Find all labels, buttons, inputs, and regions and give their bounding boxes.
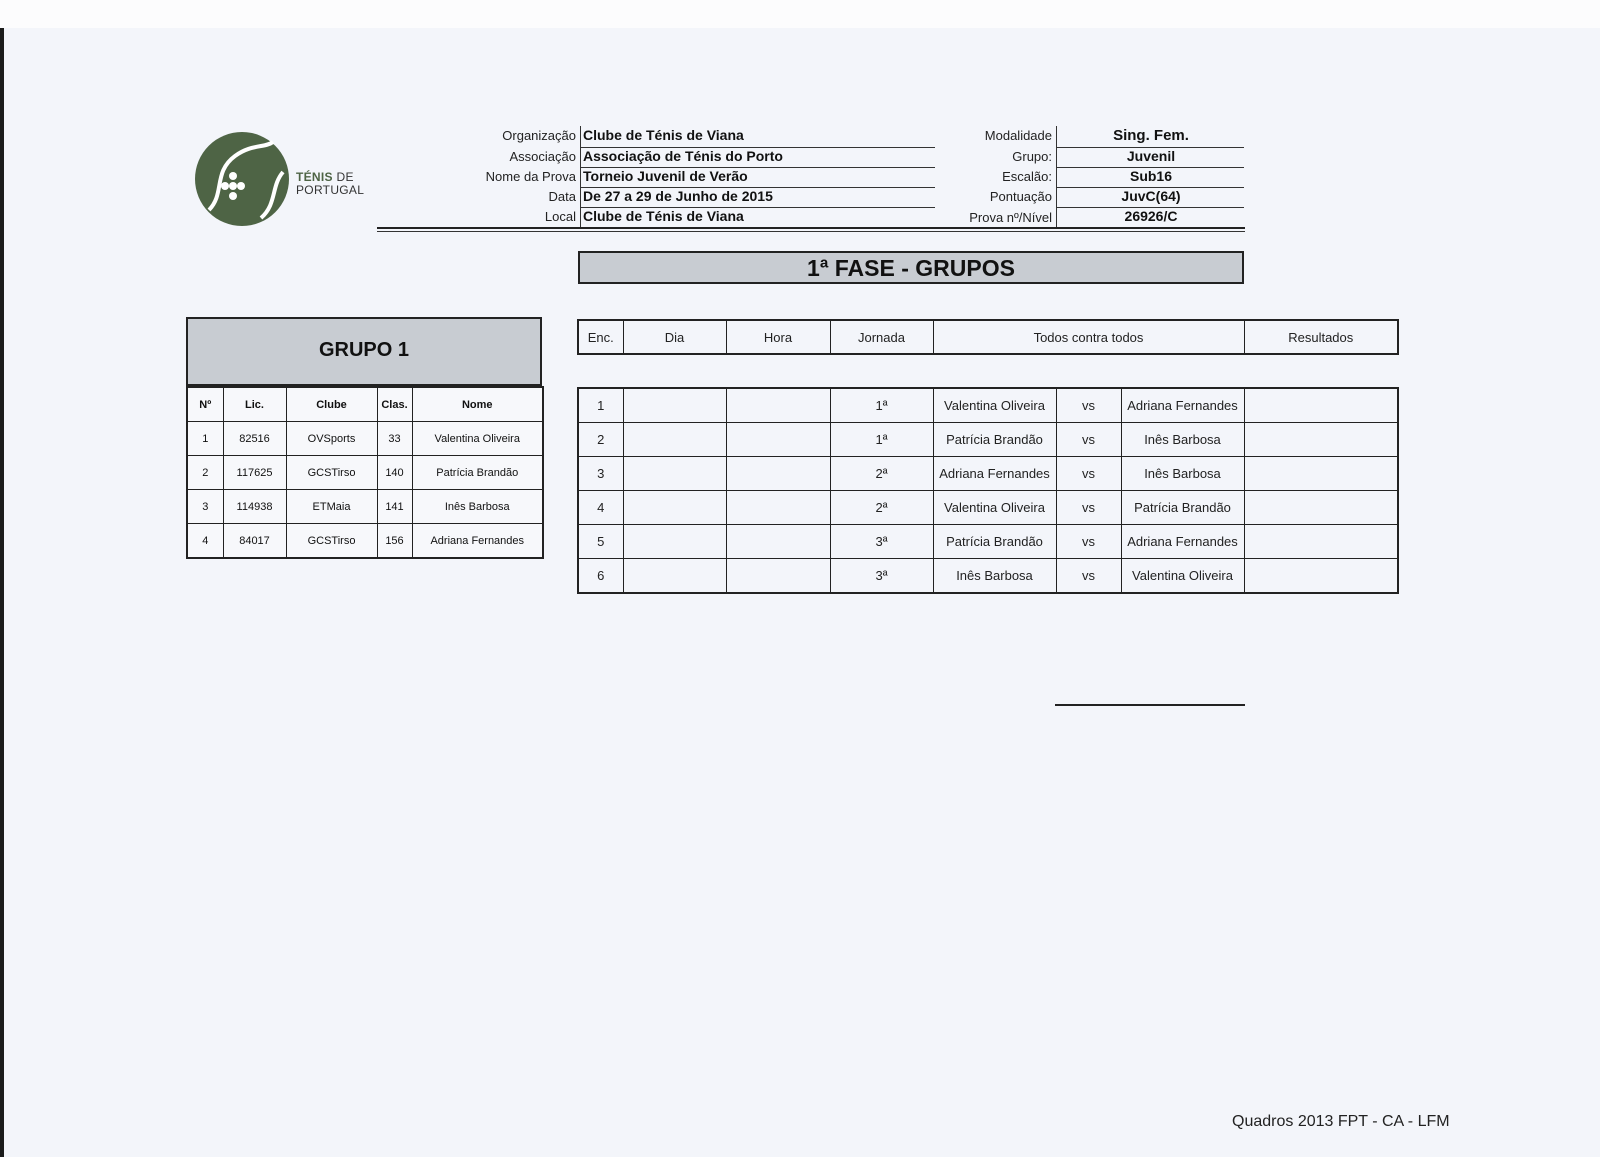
cell-nome: Adriana Fernandes (412, 524, 543, 559)
label-modalidade: Modalidade (984, 128, 1052, 143)
cell-player2: Inês Barbosa (1121, 457, 1244, 491)
cell-nome: Inês Barbosa (412, 490, 543, 524)
cell-classificacao: 140 (377, 456, 412, 490)
value-nome-prova: Torneio Juvenil de Verão (583, 168, 748, 184)
cell-enc: 3 (578, 457, 623, 491)
cell-numero: 2 (187, 456, 223, 490)
cell-numero: 3 (187, 490, 223, 524)
cell-dia[interactable] (623, 423, 726, 457)
table-row (187, 490, 543, 524)
cell-clube: GCSTirso (286, 524, 377, 559)
scan-left-edge (0, 28, 4, 1163)
cell-player1: Valentina Oliveira (933, 491, 1056, 525)
table-row (578, 388, 1398, 423)
cell-player1: Valentina Oliveira (933, 388, 1056, 423)
col-jornada: Jornada (830, 320, 933, 354)
cell-player1: Patrícia Brandão (933, 423, 1056, 457)
cell-licenca: 117625 (223, 456, 286, 490)
label-grupo: Grupo: (1012, 149, 1052, 164)
logo-line1-bold: TÉNIS (296, 170, 333, 184)
col-clube: Clube (286, 387, 377, 422)
table-row (187, 456, 543, 490)
value-prova-nivel: 26926/C (1124, 208, 1178, 224)
group-title: GRUPO 1 (318, 339, 410, 361)
fpt-logo (195, 132, 289, 226)
table-row (578, 559, 1398, 594)
cell-jornada: 1ª (830, 388, 933, 423)
label-local: Local (544, 209, 576, 224)
cell-enc: 5 (578, 525, 623, 559)
label-organizacao: Organização (502, 128, 576, 143)
cell-resultado[interactable] (1244, 457, 1398, 491)
cell-player1: Adriana Fernandes (933, 457, 1056, 491)
cell-licenca: 82516 (223, 422, 286, 456)
cell-classificacao: 33 (377, 422, 412, 456)
matches-header-row (578, 320, 1398, 354)
cell-clube: ETMaia (286, 490, 377, 524)
cell-dia[interactable] (623, 388, 726, 423)
cell-nome: Valentina Oliveira (412, 422, 543, 456)
col-nome: Nome (412, 387, 543, 422)
table-row (187, 524, 543, 559)
col-todos-contra-todos: Todos contra todos (933, 320, 1244, 354)
col-classificacao: Clas. (377, 387, 412, 422)
cell-dia[interactable] (623, 559, 726, 594)
cell-hora[interactable] (726, 423, 830, 457)
cell-vs: vs (1056, 423, 1121, 457)
cell-player2: Patrícia Brandão (1121, 491, 1244, 525)
cell-player1: Inês Barbosa (933, 559, 1056, 594)
cell-player2: Inês Barbosa (1121, 423, 1244, 457)
cell-hora[interactable] (726, 559, 830, 594)
col-dia: Dia (623, 320, 726, 354)
label-associacao: Associação (509, 149, 576, 164)
label-data: Data (548, 189, 576, 204)
col-enc: Enc. (578, 320, 623, 354)
group-header (186, 317, 542, 386)
cell-hora[interactable] (726, 388, 830, 423)
cell-vs: vs (1056, 457, 1121, 491)
logo-wordmark (296, 171, 364, 197)
label-prova-nivel: Prova nº/Nível (969, 210, 1052, 225)
cell-resultado[interactable] (1244, 525, 1398, 559)
cell-jornada: 2ª (830, 491, 933, 525)
cell-player2: Valentina Oliveira (1121, 559, 1244, 594)
cell-dia[interactable] (623, 457, 726, 491)
value-pontuacao: JuvC(64) (1121, 188, 1181, 204)
cell-resultado[interactable] (1244, 423, 1398, 457)
label-escalao: Escalão: (1002, 169, 1052, 184)
cell-jornada: 2ª (830, 457, 933, 491)
group-table (186, 386, 544, 559)
value-organizacao: Clube de Ténis de Viana (583, 127, 744, 143)
matches-header-table (577, 319, 1399, 355)
col-hora: Hora (726, 320, 830, 354)
cell-jornada: 1ª (830, 423, 933, 457)
cell-dia[interactable] (623, 525, 726, 559)
cell-vs: vs (1056, 559, 1121, 594)
info-left-divider (580, 126, 581, 228)
value-modalidade: Sing. Fem. (1113, 127, 1189, 144)
cell-vs: vs (1056, 388, 1121, 423)
phase-banner: 1ª FASE - GRUPOS (578, 251, 1244, 284)
scan-top-edge (0, 0, 1600, 28)
cell-enc: 6 (578, 559, 623, 594)
table-row (578, 423, 1398, 457)
tennis-ball-icon (195, 132, 289, 226)
cell-player1: Patrícia Brandão (933, 525, 1056, 559)
cell-enc: 1 (578, 388, 623, 423)
signature-line (1055, 704, 1245, 706)
cell-hora[interactable] (726, 525, 830, 559)
cell-licenca: 114938 (223, 490, 286, 524)
cell-resultado[interactable] (1244, 388, 1398, 423)
cell-nome: Patrícia Brandão (412, 456, 543, 490)
label-nome-prova: Nome da Prova (485, 169, 576, 184)
table-row (187, 422, 543, 456)
value-escalao: Sub16 (1129, 168, 1172, 184)
table-row (578, 457, 1398, 491)
cell-licenca: 84017 (223, 524, 286, 559)
table-row (578, 491, 1398, 525)
scan-bottom-edge (0, 1157, 1600, 1163)
col-numero: Nº (187, 387, 223, 422)
logo-line2: PORTUGAL (296, 183, 365, 197)
cell-enc: 2 (578, 423, 623, 457)
col-resultados: Resultados (1244, 320, 1398, 354)
cell-clube: OVSports (286, 422, 377, 456)
cell-jornada: 3ª (830, 525, 933, 559)
table-row (578, 525, 1398, 559)
value-local: Clube de Ténis de Viana (583, 208, 744, 224)
cell-numero: 4 (187, 524, 223, 559)
cell-player2: Adriana Fernandes (1121, 525, 1244, 559)
value-grupo: Juvenil (1126, 148, 1176, 164)
value-data: De 27 a 29 de Junho de 2015 (583, 188, 773, 204)
cell-dia[interactable] (623, 491, 726, 525)
logo-line1-rest: DE (332, 170, 354, 184)
cell-enc: 4 (578, 491, 623, 525)
value-associacao: Associação de Ténis do Porto (583, 148, 783, 164)
cell-resultado[interactable] (1244, 559, 1398, 594)
cell-classificacao: 156 (377, 524, 412, 559)
cell-hora[interactable] (726, 491, 830, 525)
cell-resultado[interactable] (1244, 491, 1398, 525)
header-rule-2 (377, 231, 1245, 232)
group-header-row (187, 387, 543, 422)
cell-player2: Adriana Fernandes (1121, 388, 1244, 423)
col-licenca: Lic. (223, 387, 286, 422)
footer-text: Quadros 2013 FPT - CA - LFM (1232, 1113, 1450, 1130)
cell-numero: 1 (187, 422, 223, 456)
cell-classificacao: 141 (377, 490, 412, 524)
cell-hora[interactable] (726, 457, 830, 491)
cell-vs: vs (1056, 525, 1121, 559)
label-pontuacao: Pontuação (989, 189, 1052, 204)
header-rule (377, 227, 1245, 229)
cell-vs: vs (1056, 491, 1121, 525)
cell-clube: GCSTirso (286, 456, 377, 490)
cell-jornada: 3ª (830, 559, 933, 594)
matches-table (577, 387, 1399, 594)
